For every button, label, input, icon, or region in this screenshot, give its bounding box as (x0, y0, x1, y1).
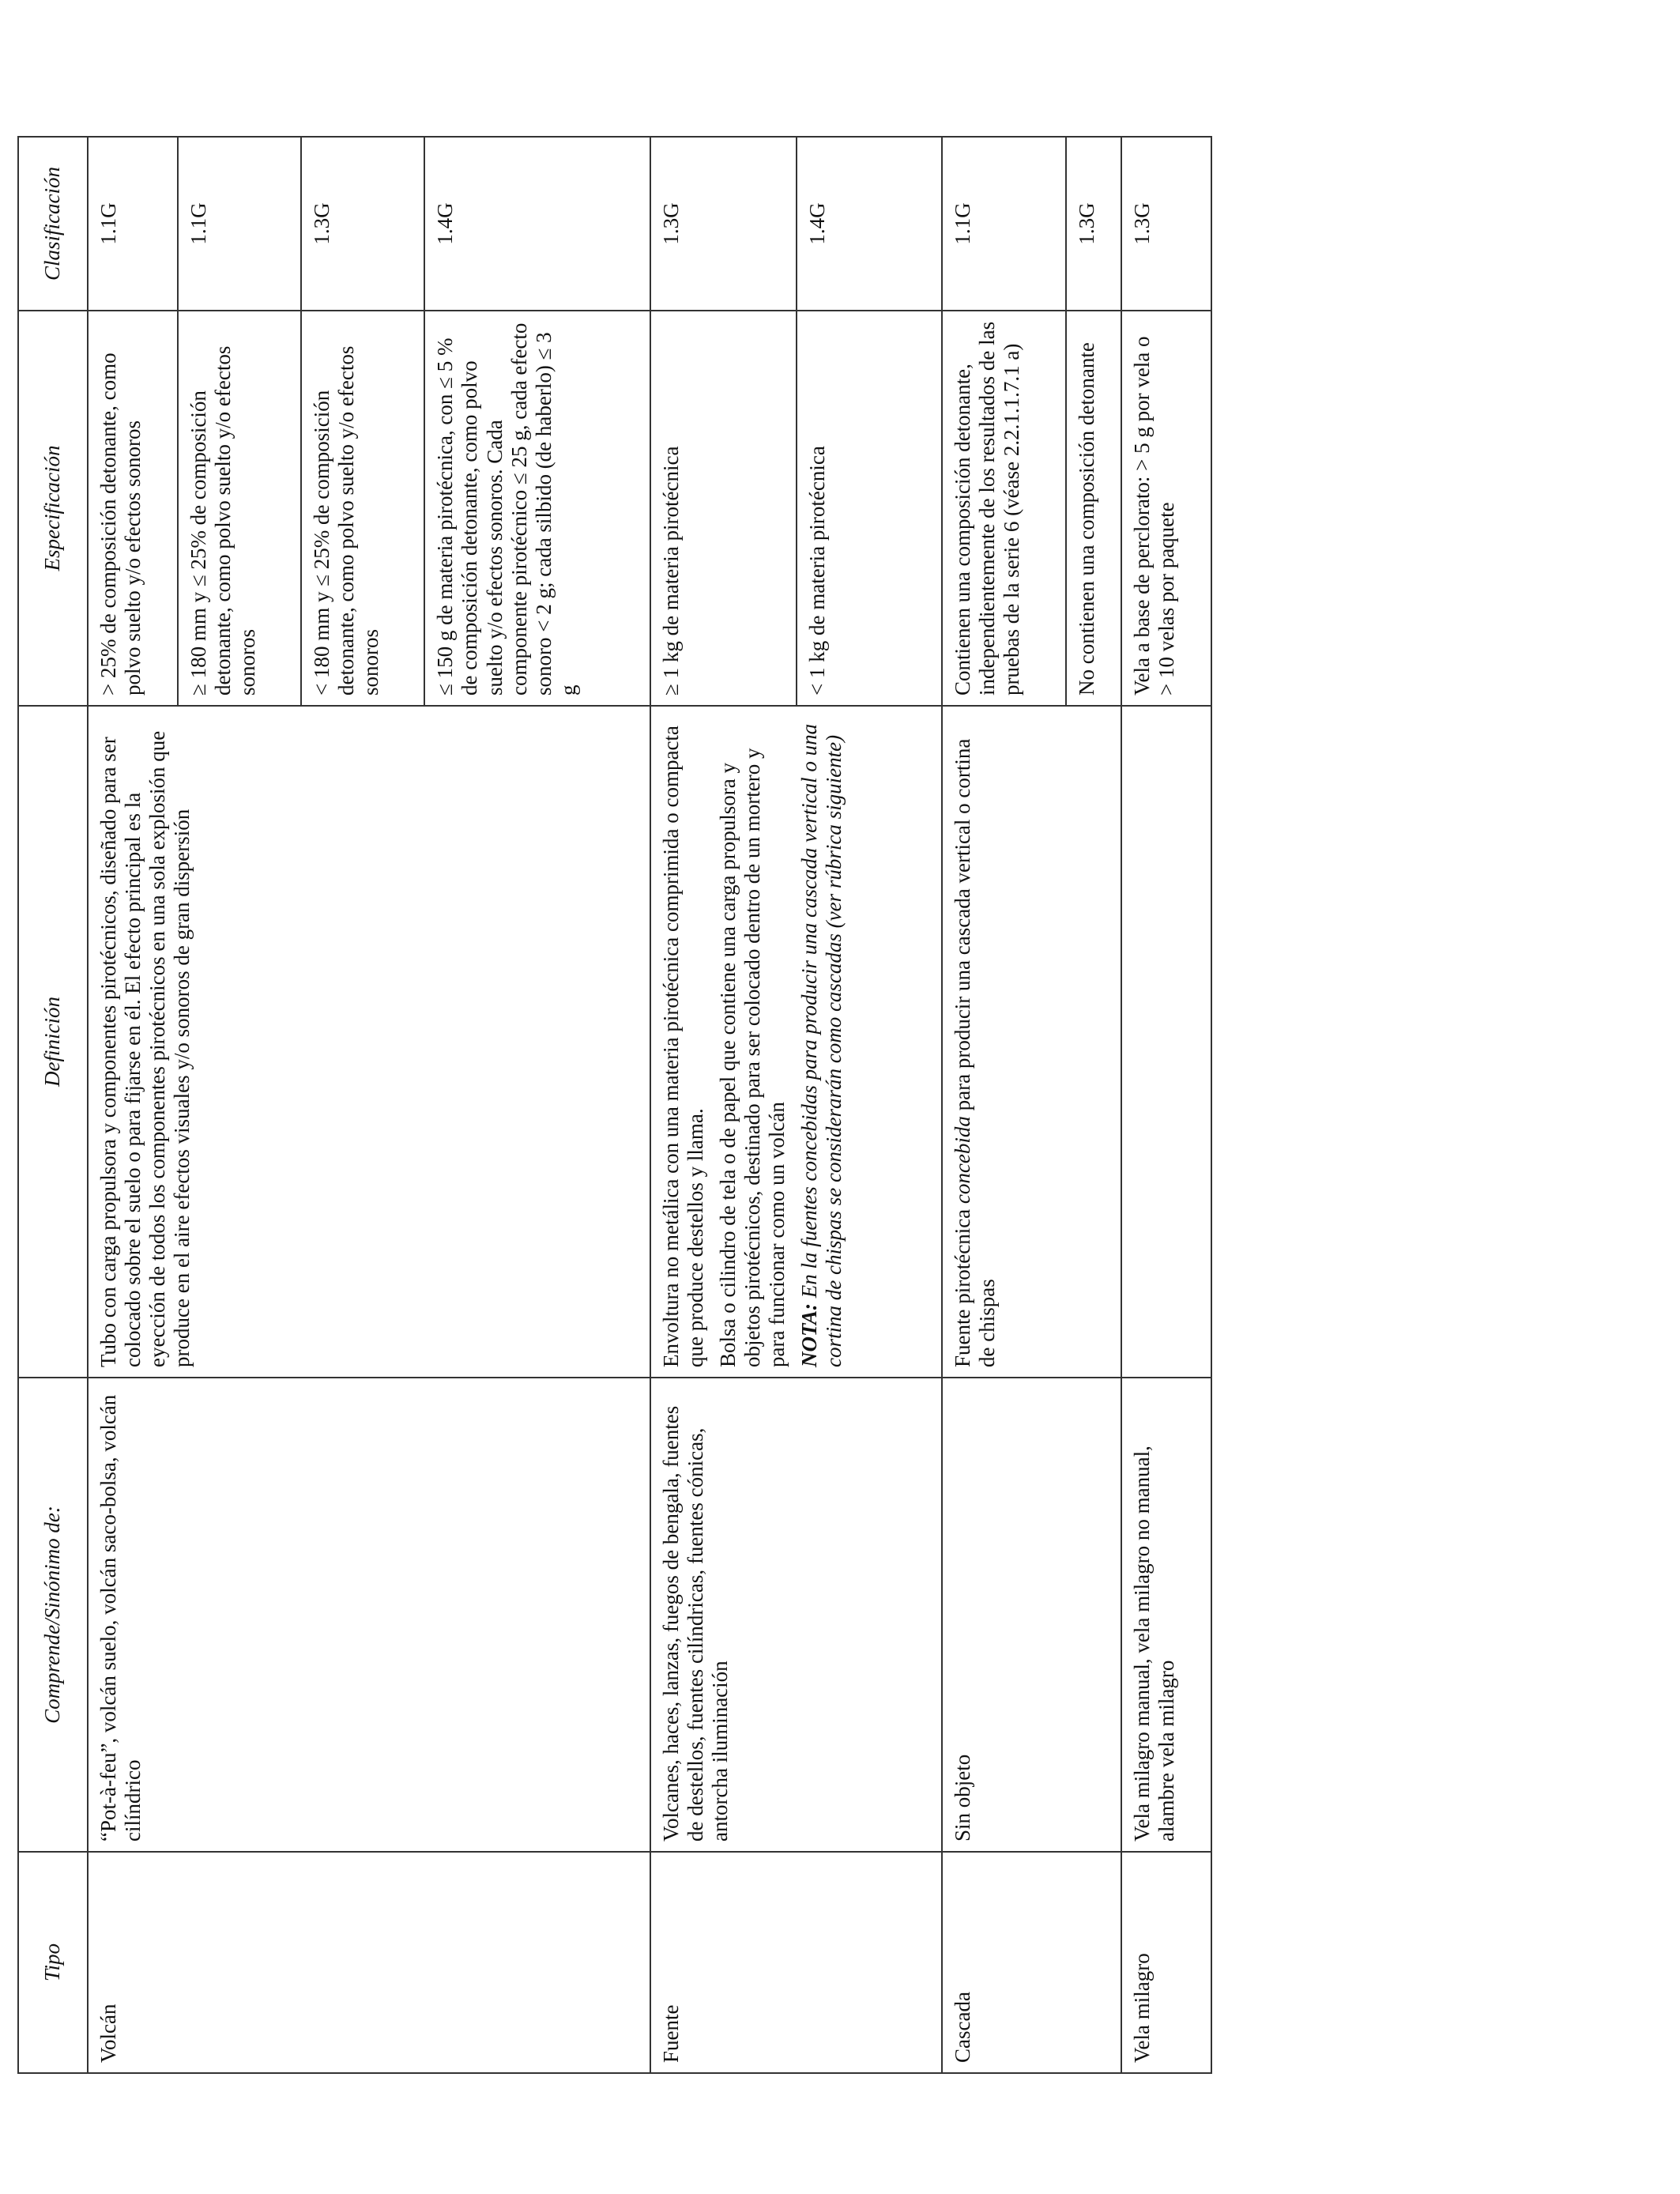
cell-tipo: Volcán (88, 1852, 650, 2073)
table-row (88, 137, 178, 2073)
definicion-parrafo-2: Bolsa o cilindro de tela o de papel que contiene una carga propulsora y objetos pirotécnicos, destinado para ser colocado dentro de un mortero y para funcionar como un volcán (715, 748, 789, 1367)
classification-table (17, 136, 1212, 2074)
header-definicion: Definición (18, 706, 88, 1378)
cell-tipo: Vela milagro (1121, 1852, 1211, 2073)
table-row (650, 137, 797, 2073)
nota-text: En la fuentes concebidas para producir una cascada vertical o una cortina de chispas se considerarán como cascadas (ver rúbrica siguiente) (797, 723, 846, 1367)
cell-especificacion: No contienen una composición detonante (1066, 311, 1122, 706)
nota-label: NOTA: (797, 1303, 821, 1367)
header-row (18, 137, 88, 2073)
cell-clasificacion: 1.1G (942, 137, 1065, 311)
rotated-page (17, 138, 1212, 2074)
cell-clasificacion: 1.4G (797, 137, 943, 311)
cell-clasificacion: 1.4G (424, 137, 650, 311)
cell-clasificacion: 1.3G (301, 137, 424, 311)
cell-especificacion: < 180 mm y ≤ 25% de composición detonante, como polvo suelto y/o efectos sonoros (301, 311, 424, 706)
cell-definicion (942, 706, 1121, 1378)
cell-comprende: Volcanes, haces, lanzas, fuegos de bengala, fuentes de destellos, fuentes cilíndricas, fuentes cónicas, antorcha iluminación (650, 1378, 943, 1852)
cell-definicion (650, 706, 943, 1378)
cell-tipo: Fuente (650, 1852, 943, 2073)
cell-clasificacion: 1.3G (1066, 137, 1122, 311)
definicion-b: concebida (951, 1116, 975, 1204)
cell-clasificacion: 1.1G (88, 137, 178, 311)
cell-clasificacion: 1.3G (650, 137, 797, 311)
cell-clasificacion: 1.1G (178, 137, 301, 311)
definicion-a: Fuente pirotécnica (951, 1208, 975, 1367)
cell-especificacion: < 1 kg de materia pirotécnica (797, 311, 943, 706)
cell-especificacion: ≥ 180 mm y ≤ 25% de composición detonante, como polvo suelto y/o efectos sonoros (178, 311, 301, 706)
header-comprende: Comprende/Sinónimo de: (18, 1378, 88, 1852)
cell-especificacion: Contienen una composición detonante, independientemente de los resultados de las pruebas de la serie 6 (véase 2.2.1.1.7.1 a) (942, 311, 1065, 706)
definicion-c: para producir una cascada vertical o cortina de chispas (951, 738, 1000, 1367)
header-especificacion: Especificación (18, 311, 88, 706)
cell-tipo: Cascada (942, 1852, 1121, 2073)
header-tipo: Tipo (18, 1852, 88, 2073)
cell-especificacion: Vela a base de perclorato: > 5 g por vela o > 10 velas por paquete (1121, 311, 1211, 706)
cell-especificacion: ≤ 150 g de materia pirotécnica, con ≤ 5 % de composición detonante, como polvo suelto y/o efectos sonoros. Cada componente pirotécnico ≤ 25 g, cada efecto sonoro < 2 g; cada silbido (de haberlo) ≤ 3 g (424, 311, 650, 706)
table-row (1121, 137, 1211, 2073)
cell-definicion (1121, 706, 1211, 1378)
cell-comprende: Sin objeto (942, 1378, 1121, 1852)
table-row (942, 137, 1065, 2073)
definicion-parrafo-1: Envoltura no metálica con una materia pirotécnica comprimida o compacta que produce destellos y llama. (658, 726, 707, 1367)
cell-especificacion: ≥ 1 kg de materia pirotécnica (650, 311, 797, 706)
cell-comprende: Vela milagro manual, vela milagro no manual, alambre vela milagro (1121, 1378, 1211, 1852)
header-clasificacion: Clasificación (18, 137, 88, 311)
cell-clasificacion: 1.3G (1121, 137, 1211, 311)
nota (797, 716, 846, 1367)
cell-especificacion: > 25% de composición detonante, como polvo suelto y/o efectos sonoros (88, 311, 178, 706)
cell-comprende: “Pot-à-feu”, volcán suelo, volcán saco-bolsa, volcán cilíndrico (88, 1378, 650, 1852)
cell-definicion: Tubo con carga propulsora y componentes pirotécnicos, diseñado para ser colocado sobre el suelo o para fijarse en él. El efecto principal es la eyección de todos los componentes pirotécnicos en una sola explosión que produce en el aire efectos visuales y/o sonoros de gran dispersión (88, 706, 650, 1378)
